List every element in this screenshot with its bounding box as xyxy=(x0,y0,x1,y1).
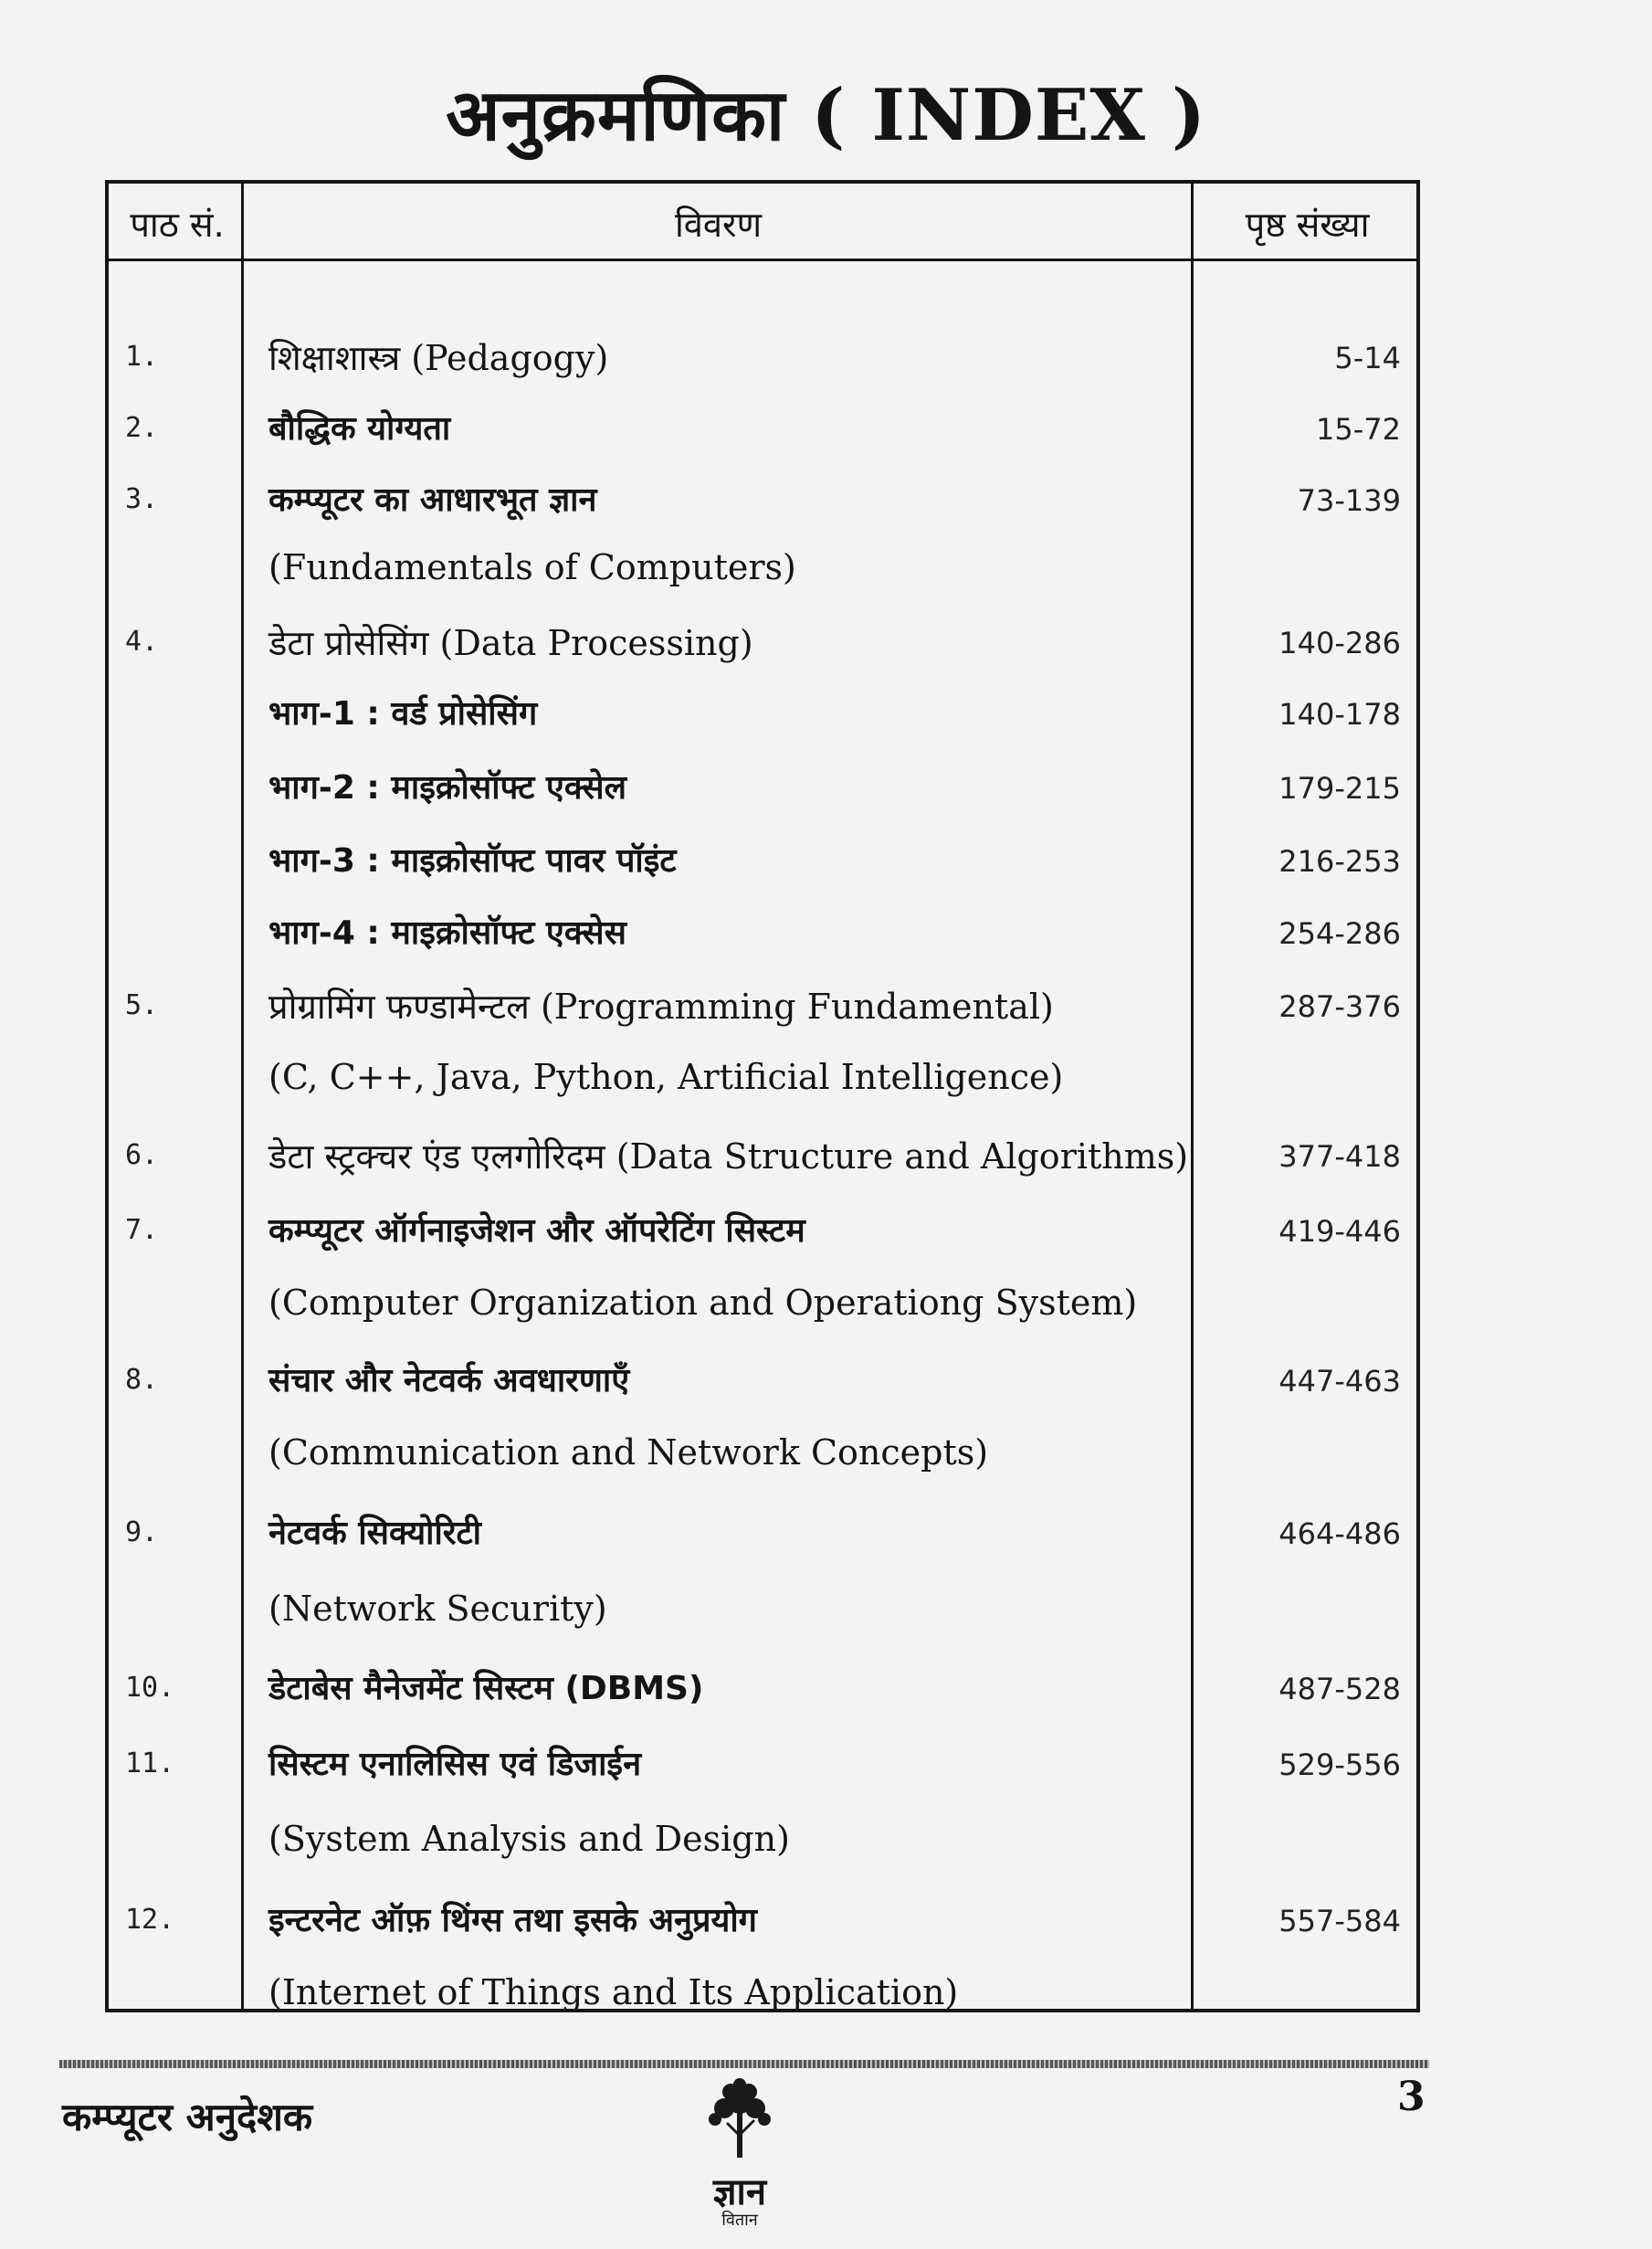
table-row xyxy=(109,902,1416,975)
table-row xyxy=(109,397,1416,470)
table-row xyxy=(109,1965,1416,2038)
table-row xyxy=(109,1502,1416,1575)
table-row xyxy=(109,326,1416,399)
chapter-description: भाग-4 : माइक्रोसॉफ्ट एक्सेस xyxy=(268,914,626,952)
chapter-number: 3. xyxy=(125,483,159,515)
chapter-description: (C, C++, Java, Python, Artificial Intelligence) xyxy=(268,1057,1064,1097)
chapter-description: सिस्टम एनालिसिस एवं डिजाईन xyxy=(268,1746,642,1783)
chapter-description: संचार और नेटवर्क अवधारणाएँ xyxy=(268,1362,630,1399)
chapter-number: 4. xyxy=(125,626,159,658)
table-row xyxy=(109,540,1416,613)
chapter-description: कम्प्यूटर का आधारभूत ज्ञान xyxy=(268,481,597,519)
table-row xyxy=(109,1275,1416,1348)
chapter-number: 12. xyxy=(125,1904,175,1936)
chapter-number: 7. xyxy=(125,1214,159,1246)
table-row xyxy=(109,1425,1416,1498)
tree-icon xyxy=(689,2074,790,2165)
chapter-number: 9. xyxy=(125,1516,159,1548)
table-row xyxy=(109,682,1416,755)
page-range: 529-556 xyxy=(1278,1747,1401,1782)
chapter-description: प्रोग्रामिंग फण्डामेन्टल (Programming Fundamental) xyxy=(268,987,1054,1027)
chapter-number: 1. xyxy=(125,341,159,373)
page-range: 140-286 xyxy=(1278,626,1401,660)
table-row xyxy=(109,1581,1416,1654)
header-page-count: पृष्ठ संख्या xyxy=(1245,205,1370,245)
chapter-description: नेटवर्क सिक्योरिटी xyxy=(268,1515,481,1552)
table-row xyxy=(109,1889,1416,1962)
page-number: 3 xyxy=(1397,2074,1426,2120)
page-range: 287-376 xyxy=(1278,989,1401,1024)
page-range: 5-14 xyxy=(1334,341,1401,375)
page-range: 140-178 xyxy=(1278,697,1401,732)
table-row xyxy=(109,975,1416,1048)
page-range: 15-72 xyxy=(1316,412,1401,447)
table-row xyxy=(109,611,1416,684)
chapter-description: (Fundamentals of Computers) xyxy=(268,547,796,587)
chapter-description: (Network Security) xyxy=(268,1589,607,1629)
publisher-logo-text: ज्ञान xyxy=(712,2171,767,2213)
table-row xyxy=(109,1199,1416,1272)
publisher-logo-sub: वितान xyxy=(721,2211,758,2230)
page-range: 179-215 xyxy=(1278,771,1401,806)
chapter-number: 5. xyxy=(125,989,159,1021)
footer-book-name: कम्प्यूटर अनुदेशक xyxy=(62,2095,313,2139)
chapter-description: भाग-1 : वर्ड प्रोसेसिंग xyxy=(268,695,538,733)
page-range: 73-139 xyxy=(1297,483,1401,518)
page-range: 419-446 xyxy=(1278,1214,1401,1249)
chapter-description: शिक्षाशास्त्र (Pedagogy) xyxy=(268,338,609,378)
table-row xyxy=(109,1657,1416,1730)
header-divider xyxy=(109,259,1416,261)
chapter-number: 6. xyxy=(125,1139,159,1171)
chapter-description: भाग-3 : माइक्रोसॉफ्ट पावर पॉइंट xyxy=(268,842,677,880)
table-row xyxy=(109,829,1416,903)
page-range: 447-463 xyxy=(1278,1364,1401,1399)
table-row xyxy=(109,756,1416,829)
chapter-number: 10. xyxy=(125,1672,175,1704)
chapter-number: 8. xyxy=(125,1364,159,1396)
table-row xyxy=(109,1733,1416,1806)
index-table xyxy=(105,180,1420,2012)
chapter-description: (Internet of Things and Its Application) xyxy=(268,1972,959,2012)
chapter-description: (Computer Organization and Operationg System) xyxy=(268,1283,1138,1323)
chapter-description: (System Analysis and Design) xyxy=(268,1819,790,1859)
footer-rule xyxy=(59,2060,1429,2068)
page-range: 464-486 xyxy=(1278,1516,1401,1551)
page-range: 254-286 xyxy=(1278,916,1401,951)
chapter-description: डेटाबेस मैनेजमेंट सिस्टम (DBMS) xyxy=(268,1670,704,1707)
page-range: 377-418 xyxy=(1278,1139,1401,1174)
page-title: अनुक्रमणिका ( INDEX ) xyxy=(446,74,1206,157)
header-description: विवरण xyxy=(674,205,763,245)
chapter-number: 2. xyxy=(125,412,159,444)
chapter-description: भाग-2 : माइक्रोसॉफ्ट एक्सेल xyxy=(268,769,626,807)
page-range: 216-253 xyxy=(1278,844,1401,879)
publisher-logo xyxy=(689,2074,790,2229)
chapter-description: बौद्धिक योग्यता xyxy=(268,410,451,448)
table-row xyxy=(109,1050,1416,1123)
table-row xyxy=(109,1811,1416,1885)
chapter-description: (Communication and Network Concepts) xyxy=(268,1432,989,1473)
table-row xyxy=(109,469,1416,542)
table-row xyxy=(109,1349,1416,1422)
chapter-number: 11. xyxy=(125,1747,175,1779)
page-range: 557-584 xyxy=(1278,1904,1401,1938)
header-chapter-number: पाठ सं. xyxy=(130,205,225,245)
chapter-description: डेटा प्रोसेसिंग (Data Processing) xyxy=(268,623,753,663)
page-range: 487-528 xyxy=(1278,1672,1401,1706)
chapter-description: कम्प्यूटर ऑर्गनाइजेशन और ऑपरेटिंग सिस्टम xyxy=(268,1212,805,1250)
chapter-description: इन्टरनेट ऑफ़ थिंग्स तथा इसके अनुप्रयोग xyxy=(268,1902,757,1939)
chapter-description: डेटा स्ट्रक्चर एंड एलगोरिदम (Data Structure and Algorithms) xyxy=(268,1136,1189,1177)
table-row xyxy=(109,1124,1416,1198)
